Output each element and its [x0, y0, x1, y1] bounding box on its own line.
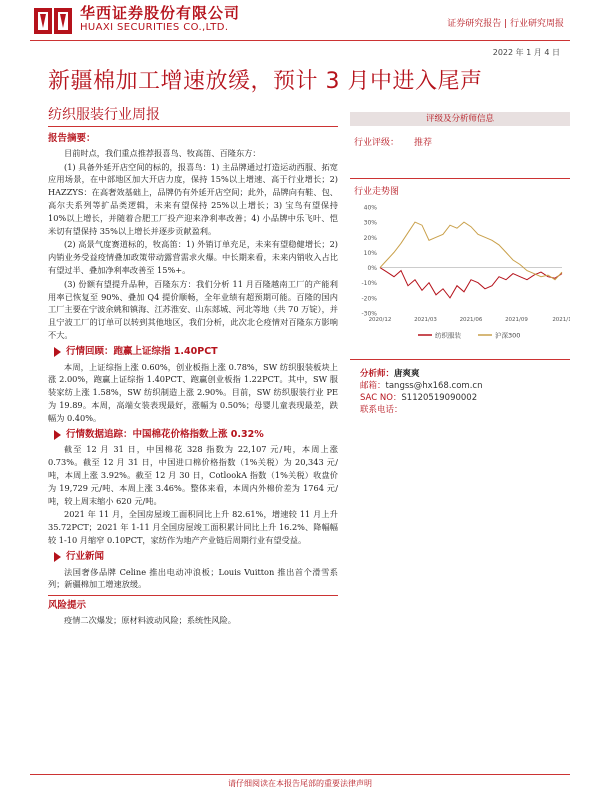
subtitle-divider [48, 126, 338, 127]
analyst-name-line [360, 368, 570, 380]
sidebar [350, 112, 570, 416]
summary-heading: 报告摘要： [48, 133, 96, 144]
header-divider [30, 40, 570, 41]
risk-paragraph: 疫情二次爆发；原材料波动风险；系统性风险。 [64, 614, 236, 625]
trend-chart [350, 201, 570, 341]
triangle-bullet-icon [54, 552, 61, 562]
email-link[interactable]: tangss@hx168.com.cn [385, 381, 483, 391]
cotton-paragraph: 2021 年 11 月，全国房屋竣工面积同比上升 82.61%，增速较 11 月上升 35.72PCT；2021 年 1-11 月全国房屋竣工面积累计同比上升 16.2%、降幅幅较 1-10 月缩窄 0.10PCT，家纺作为地产产业链后周期行业有望受益。 [48, 509, 338, 545]
huaxi-logo-icon [32, 4, 74, 38]
report-title: 新疆棉加工增速放缓，预计 3 月中进入尾声 [48, 69, 483, 94]
risk-heading: 风险提示 [48, 600, 87, 612]
series-line-textile [380, 268, 562, 298]
contact-label: 联系电话： [360, 405, 403, 415]
y-tick-label: -20% [361, 295, 377, 303]
market-section-heading [48, 346, 338, 359]
summary-paragraph: (1) 具备外延开店空间的标的，报喜鸟：1) 主品牌通过打造运动西服、拓宽应用场景，在中部地区加大开店力度，保持 15%以上增速、高于行业增长；2) HAZZYS：在高奢效基础上，品牌仍有外延开店空间；此外，品牌向有鞋、包、高尔夫系列等扩品类逻辑，未来有望保持 25%以上增长；3) 宝鸟有望保持 10%以上增长，并随着合肥工厂投产迎来净利率改善；4) 小品牌中乐飞叶、恺米切有望保持 35%以上增长并逐步贡献盈利。 [48, 161, 338, 236]
analyst-name: 唐爽爽 [394, 369, 420, 379]
summary-paragraph: (3) 份额有望提升品种，百隆东方：我们分析 11 月百隆越南工厂的产能利用率已恢复至 90%、叠加 Q4 提价顺畅，全年业绩有超预期可能。百隆的国内工厂主要在宁波余姚和镇海、江苏淮安、山东郯城、河北等地（共 70 万锭），并且宁波工厂的订单可以转到其他地区，我们分析，此次北仑疫情对百隆东方影响不大。 [48, 278, 338, 340]
sac-line [360, 392, 570, 404]
trend-chart-label: 行业走势图 [354, 187, 400, 197]
y-tick-label: 20% [363, 234, 377, 242]
y-tick-label: 30% [363, 219, 377, 227]
analyst-info [350, 359, 570, 416]
page-header [0, 0, 600, 44]
news-section-heading [48, 551, 338, 564]
report-date: 2022 年 1 月 4 日 [492, 48, 560, 57]
y-tick-label: 10% [363, 249, 377, 257]
cotton-section-heading [48, 429, 338, 442]
y-tick-label: -10% [361, 280, 377, 288]
company-name-cn: 华西证券股份有限公司 [80, 4, 241, 22]
risk-divider [48, 595, 338, 596]
rating-label: 行业评级： [354, 138, 400, 148]
y-tick-label: 0% [367, 265, 377, 273]
x-tick-label: 2021/09 [505, 317, 528, 323]
legend-label: 沪深300 [495, 331, 521, 340]
email-line [360, 380, 570, 392]
sac-number: S1120519090002 [401, 393, 478, 403]
rating-row [350, 126, 570, 174]
rating-value: 推荐 [414, 138, 433, 148]
sac-label: SAC NO： [360, 393, 402, 403]
news-paragraph: 法国奢侈品牌 Celine 推出电动冲浪板；Louis Vuitton 推出首个滑雪系列；新疆棉加工增速放缓。 [48, 566, 338, 590]
summary-paragraph: 目前时点，我们重点推荐报喜鸟、牧高笛、百隆东方： [64, 147, 261, 158]
company-name-en: HUAXI SECURITIES CO.,LTD. [80, 22, 229, 33]
y-tick-label: 40% [363, 204, 377, 212]
footer-disclaimer: 请仔细阅读在本报告尾部的重要法律声明 [30, 774, 570, 789]
series-line-hs300 [380, 222, 562, 280]
email-label: 邮箱： [360, 381, 386, 391]
market-heading-text: 行情回顾：跑赢上证综指 1.40PCT [66, 345, 218, 357]
main-column [48, 130, 338, 627]
triangle-bullet-icon [54, 430, 61, 440]
trend-chart-svg [350, 201, 570, 341]
news-heading-text: 行业新闻 [66, 550, 105, 562]
report-tags: 证券研究报告 | 行业研究周报 [447, 19, 564, 29]
market-paragraph: 本周，上证综指上涨 0.60%，创业板指上涨 0.78%，SW 纺织服装板块上涨 2.00%，跑赢上证综指 1.40PCT、跑赢创业板指 1.22PCT。其中，SW 服装家纺上涨 1.58%，SW 纺织制造上涨 2.90%。目前，SW 纺织服装行业 PE 为 19.89。本周，高端女装表现最好，涨幅为 0.50%；母婴儿童表现最差，跌幅为 0.40%。 [48, 361, 338, 423]
analyst-label: 分析师： [360, 369, 395, 379]
legend-label: 纺织服装 [435, 331, 461, 340]
triangle-bullet-icon [54, 347, 61, 357]
sidebar-title: 评级及分析师信息 [350, 112, 570, 126]
x-tick-label: 2021/03 [414, 317, 437, 323]
contact-line [360, 404, 570, 416]
summary-paragraph: (2) 高景气度赛道标的，牧高笛：1) 外销订单充足，未来有望稳健增长；2) 内销业务受益疫情叠加政策带动露营需求火爆。中长期来看，未来内销收入占比有望过半、叠加净利率改善至 15%+。 [48, 239, 338, 275]
y-tick-label: -30% [361, 310, 377, 318]
report-subtitle: 纺织服装行业周报 [48, 107, 160, 123]
cotton-heading-text: 行情数据追踪：中国棉花价格指数上涨 0.32% [66, 428, 264, 440]
cotton-paragraph: 截至 12 月 31 日，中国棉花 328 指数为 22,107 元/吨，本周上涨 0.73%。截至 12 月 31 日，中国进口棉价格指数（1%关税）为 20,343 元/吨，本周上涨 3.92%。截至 12 月 30 日，CotlookA 指数（1%关税）收盘价为 19,729 元/吨、本周上涨 3.46%。整体来看，本周内外棉价差为 1764 元/吨，较上周末缩小 620 元/吨。 [48, 444, 338, 506]
x-tick-label: 2021/1 [552, 317, 570, 323]
x-tick-label: 2020/12 [368, 317, 392, 323]
x-tick-label: 2021/06 [459, 317, 483, 323]
